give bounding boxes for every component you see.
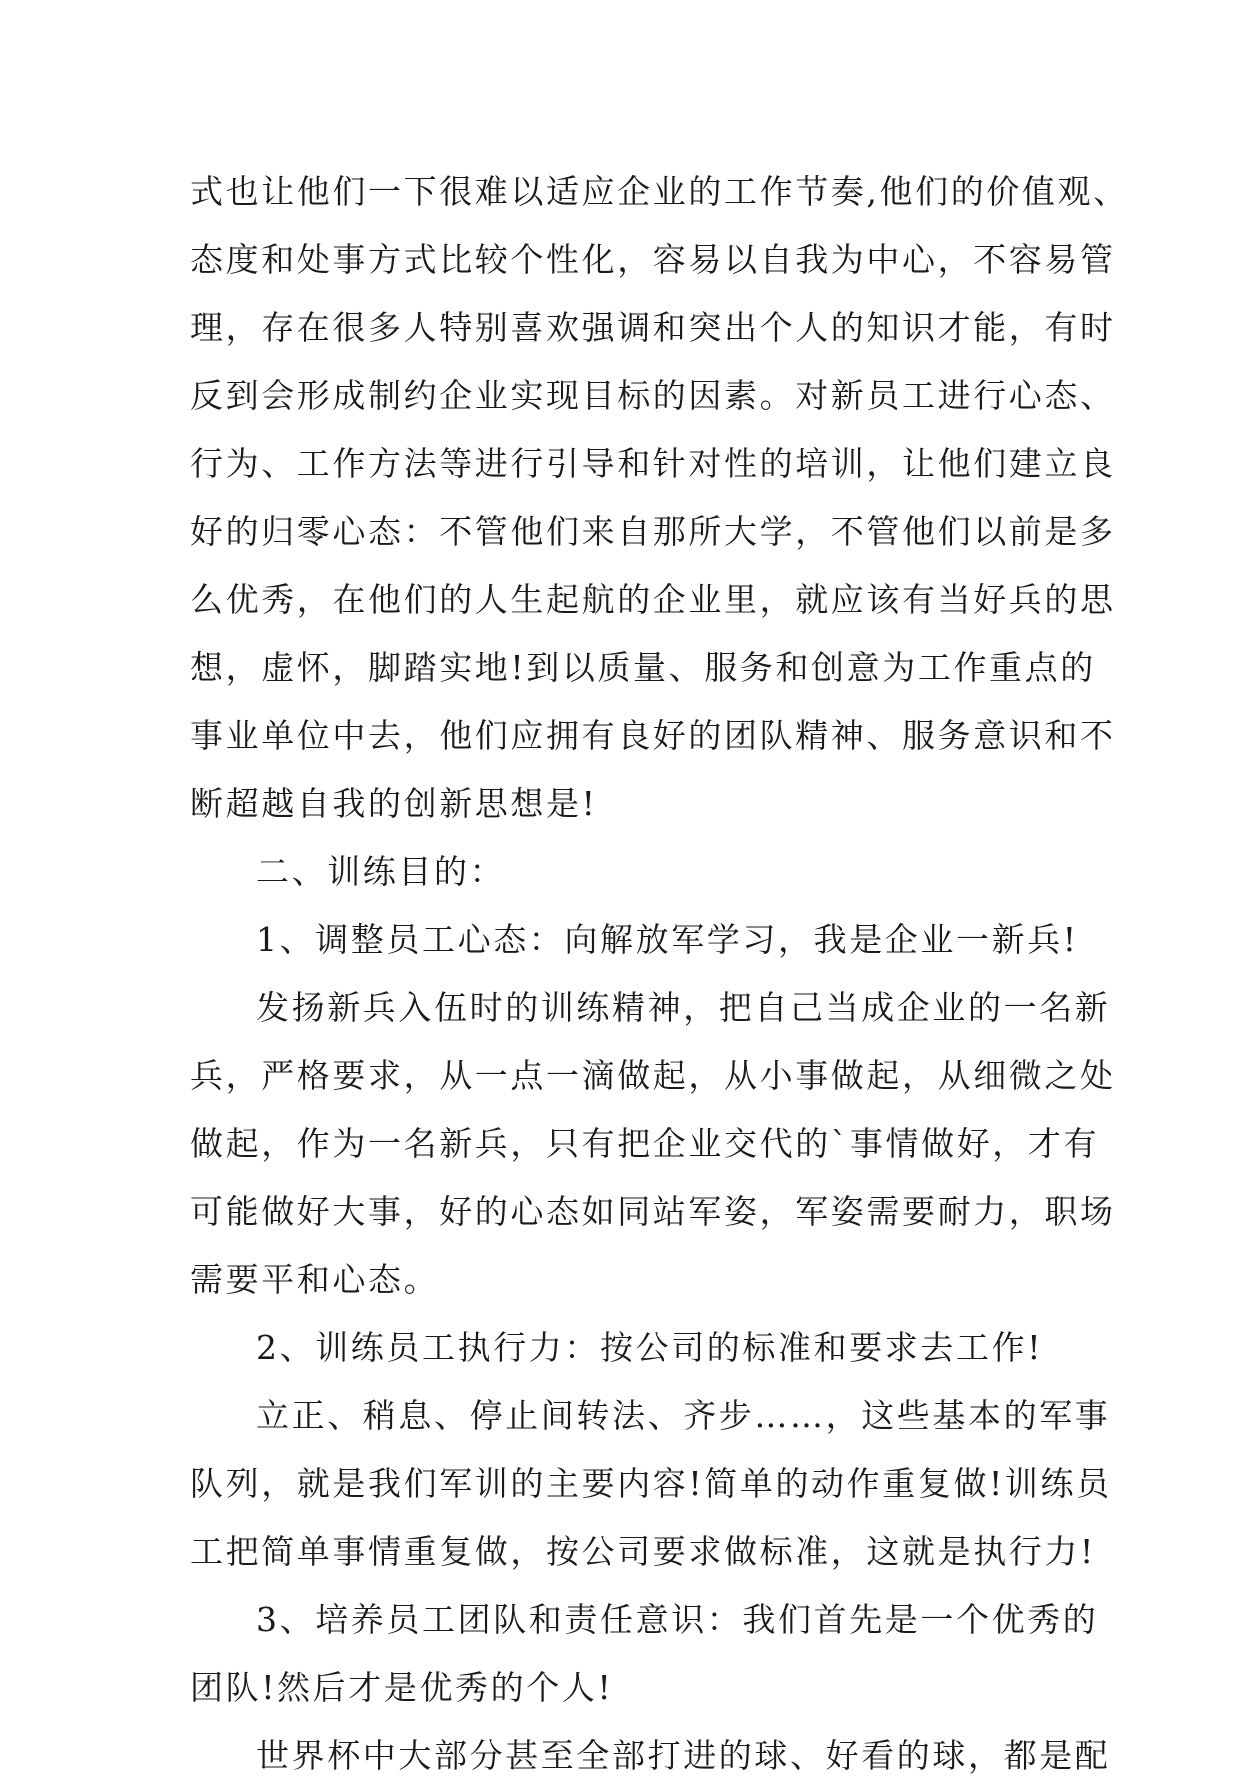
subheading: 1、调整员工心态：向解放军学习，我是企业一新兵! [256, 920, 1079, 959]
body-text [190, 158, 1129, 1790]
text-line: 理，存在很多人特别喜欢强调和突出个人的知识才能，有时 [190, 308, 1116, 347]
text-line: 么优秀，在他们的人生起航的企业里，就应该有当好兵的思 [190, 580, 1116, 619]
text-line: 想，虚怀，脚踏实地!到以质量、服务和创意为工作重点的 [190, 648, 1096, 687]
text-line: 行为、工作方法等进行引导和针对性的培训，让他们建立良 [190, 444, 1116, 483]
text-line: 兵，严格要求，从一点一滴做起，从小事做起，从细微之处 [190, 1056, 1116, 1095]
text-line: 事业单位中去，他们应拥有良好的团队精神、服务意识和不 [190, 716, 1116, 755]
text-line: 式也让他们一下很难以适应企业的工作节奏,他们的价值观、 [190, 172, 1129, 211]
text-line: 立正、稍息、停止间转法、齐步……，这些基本的军事 [256, 1396, 1111, 1435]
text-line: 反到会形成制约企业实现目标的因素。对新员工进行心态、 [190, 376, 1116, 415]
text-line: 队列，就是我们军训的主要内容!简单的动作重复做!训练员 [190, 1464, 1112, 1503]
text-line: 工把简单事情重复做，按公司要求做标准，这就是执行力! [190, 1532, 1096, 1571]
text-line: 世界杯中大部分甚至全部打进的球、好看的球，都是配 [256, 1736, 1111, 1775]
text-line: 断超越自我的创新思想是! [190, 784, 598, 823]
text-line: 做起，作为一名新兵，只有把企业交代的`事情做好，才有 [190, 1124, 1100, 1163]
text-line: 需要平和心态。 [190, 1260, 440, 1299]
section-heading: 二、训练目的： [256, 852, 506, 891]
text-line: 团队!然后才是优秀的个人! [190, 1668, 614, 1707]
text-line: 态度和处事方式比较个性化，容易以自我为中心，不容易管 [190, 240, 1116, 279]
text-line: 发扬新兵入伍时的训练精神，把自己当成企业的一名新 [256, 988, 1111, 1027]
subheading: 2、训练员工执行力：按公司的标准和要求去工作! [256, 1328, 1044, 1367]
text-line: 好的归零心态：不管他们来自那所大学，不管他们以前是多 [190, 512, 1116, 551]
text-line: 可能做好大事，好的心态如同站军姿，军姿需要耐力，职场 [190, 1192, 1116, 1231]
subheading: 3、培养员工团队和责任意识：我们首先是一个优秀的 [256, 1600, 1099, 1639]
